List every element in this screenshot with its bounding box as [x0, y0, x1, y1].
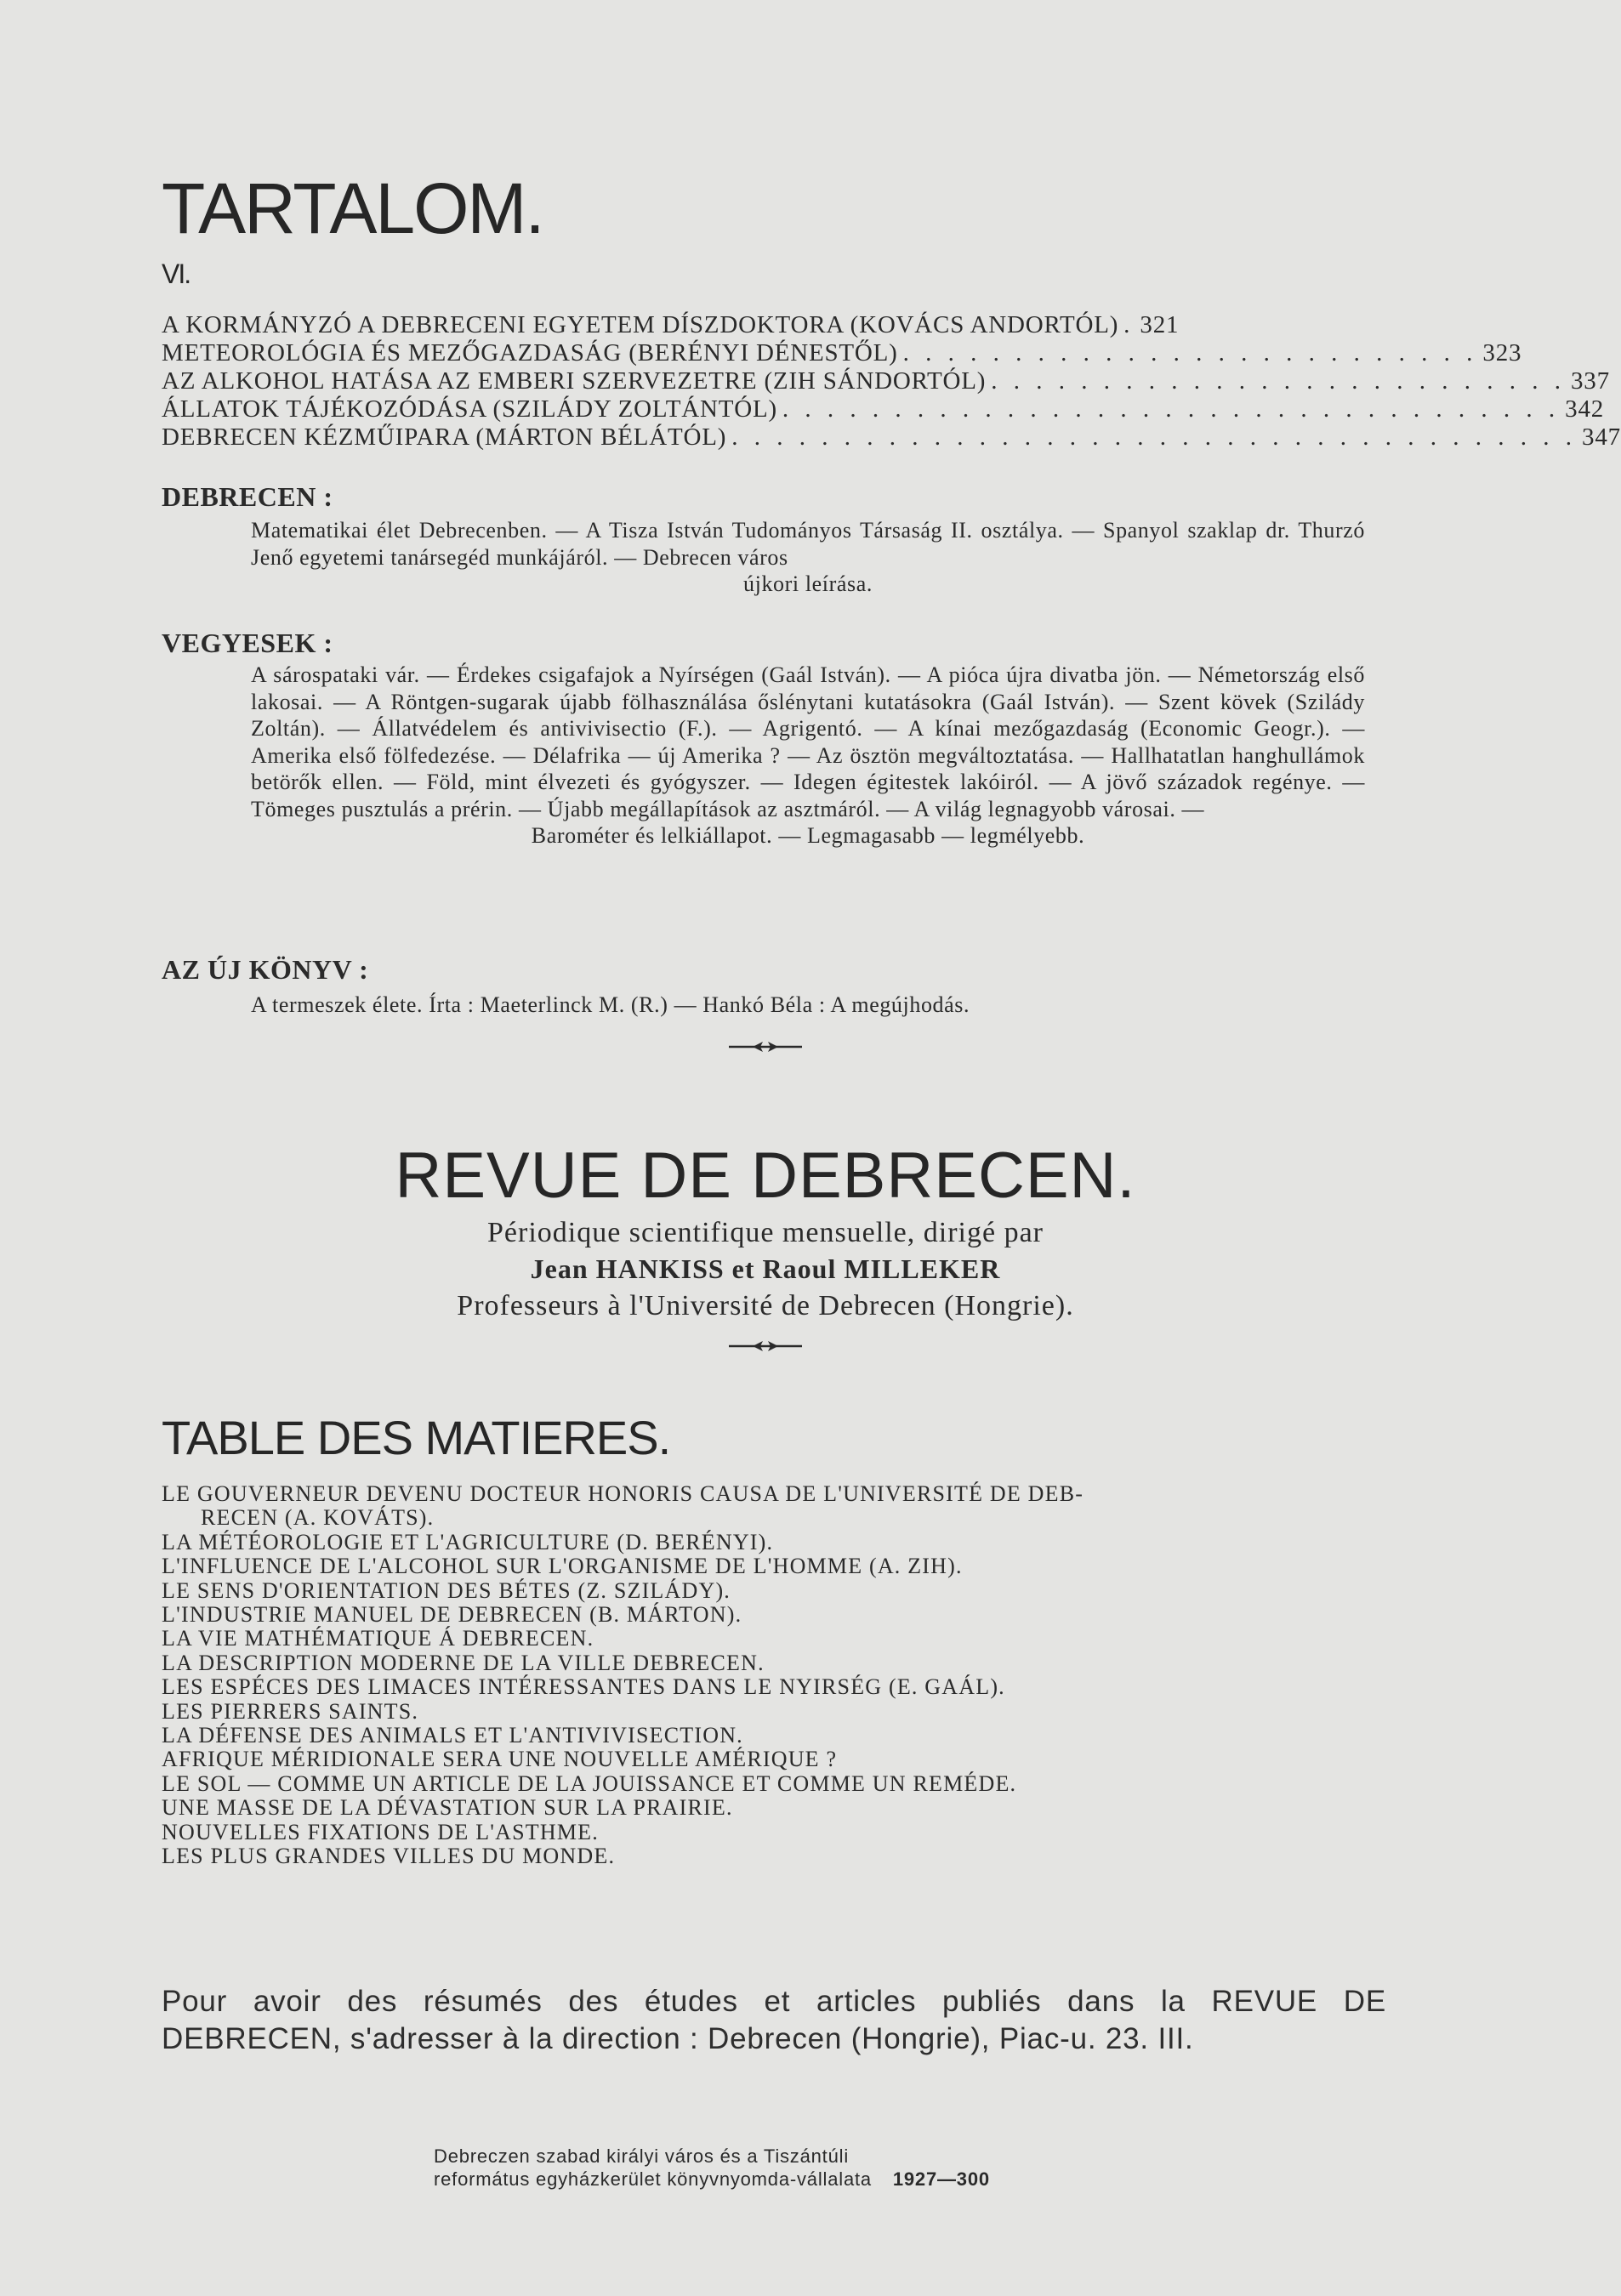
table-des-matieres-list [162, 1482, 1395, 1869]
toc-entry-title: AZ ALKOHOL HATÁSA AZ EMBERI SZERVEZETRE (ZIH SÁNDORTÓL) [162, 367, 987, 395]
contact-paragraph [162, 1983, 1386, 2058]
list-item: LA VIE MATHÉMATIQUE Á DEBRECEN. [162, 1626, 594, 1651]
imprint-line-1: Debreczen szabad királyi város és a Tiszántúli [434, 2145, 850, 2167]
toc-entry-title: A KORMÁNYZÓ A DEBRECENI EGYETEM DÍSZDOKTORA (KOVÁCS ANDORTÓL) [162, 311, 1119, 338]
list-item: LES PIERRERS SAINTS. [162, 1698, 419, 1724]
toc-leader-dots: . . . . . . . . . . . . . . . . . . . . . . . . . . . . . . . . . . . . . . [731, 423, 1578, 451]
list-item: LE SOL — COMME UN ARTICLE DE LA JOUISSANCE ET COMME UN REMÉDE. [162, 1770, 1017, 1796]
section-label-vegyesek: VEGYESEK : [162, 628, 333, 658]
contact-line-1: Pour avoir des résumés des études et articles publiés dans la REVUE DE [162, 1985, 1386, 2018]
section-text-debrecen-body: Matematikai élet Debrecenben. — A Tisza István Tudományos Társaság II. osztálya. — Spanyol szaklap dr. Thurzó Jenő egyetemi tanársegéd munkájáról. — Debrecen város [251, 518, 1365, 570]
ornament-divider-icon [727, 1340, 804, 1352]
toc-list [162, 311, 1621, 452]
list-item: LA DÉFENSE DES ANIMALS ET L'ANTIVIVISECTION. [162, 1723, 743, 1748]
toc-entry [162, 395, 1605, 423]
toc-entry [162, 423, 1621, 452]
list-item: LA MÉTÉOROLOGIE ET L'AGRICULTURE (D. BERÉNYI). [162, 1529, 774, 1554]
list-item: LE GOUVERNEUR DEVENU DOCTEUR HONORIS CAUSA DE L'UNIVERSITÉ DE DEB- [162, 1481, 1084, 1506]
imprint-line-2: református egyházkerület könyvnyomda-vállalata [434, 2168, 872, 2190]
toc-entry-page: 323 [1482, 339, 1522, 367]
list-item: AFRIQUE MÉRIDIONALE SERA UNE NOUVELLE AMÉRIQUE ? [162, 1747, 838, 1772]
toc-entry-page: 337 [1570, 367, 1610, 395]
tartalom-title: TARTALOM. [162, 168, 543, 248]
section-text-debrecen [251, 517, 1365, 598]
section-text-debrecen-last: újkori leírása. [743, 571, 873, 596]
list-item: L'INDUSTRIE MANUEL DE DEBRECEN (B. MÁRTON). [162, 1602, 742, 1628]
list-item: LES PLUS GRANDES VILLES DU MONDE. [162, 1844, 616, 1869]
contact-line-2: DEBRECEN, s'adresser à la direction : Debrecen (Hongrie), Piac-u. 23. III. [162, 2022, 1194, 2055]
revue-affiliation: Professeurs à l'Université de Debrecen (Hongrie). [457, 1290, 1074, 1321]
toc-leader-dots: . . . . . . . . . . . . . . . . . . . . . . . . . . [902, 339, 1478, 367]
printer-imprint [434, 2145, 990, 2191]
toc-leader-dots: . [1123, 311, 1135, 338]
list-item: NOUVELLES FIXATIONS DE L'ASTHME. [162, 1819, 599, 1844]
imprint-print-number: 1927—300 [892, 2168, 990, 2190]
toc-leader-dots: . . . . . . . . . . . . . . . . . . . . . . . . . . . . . . . . . . . [782, 395, 1561, 423]
table-des-matieres-title: TABLE DES MATIERES. [162, 1411, 671, 1464]
section-text-vegyesek [251, 662, 1365, 850]
ornament-divider-icon [727, 1041, 804, 1053]
toc-entry-page: 347 [1582, 423, 1621, 451]
list-item: L'INFLUENCE DE L'ALCOHOL SUR L'ORGANISME DE L'HOMME (A. ZIH). [162, 1554, 963, 1579]
revue-editors: Jean HANKISS et Raoul MILLEKER [530, 1253, 1001, 1284]
volume-number: VI. [162, 259, 191, 289]
toc-entry [162, 339, 1522, 367]
section-label-debrecen: DEBRECEN : [162, 481, 333, 512]
section-label-konyv: AZ ÚJ KÖNYV : [162, 954, 369, 985]
revue-subtitle: Périodique scientifique mensuelle, dirigé par [487, 1217, 1044, 1248]
toc-entry [162, 311, 1386, 339]
section-text-vegyesek-last: Barométer és lelkiállapot. — Legmagasabb — legmélyebb. [531, 823, 1085, 848]
toc-entry [162, 367, 1610, 395]
section-text-vegyesek-body: A sárospataki vár. — Érdekes csigafajok a Nyírségen (Gaál István). — A pióca újra divatba jön. — Németország első lakosai. — A Röntgen-sugarak újabb fölhasználása őslénytani kutatásokra (Gaál István). — Szent kövek (Szilády Zoltán). — Állatvédelem és antivivisectio (F.). — Agrigentó. — A kínai mezőgazdaság (Economic Geogr.). — Amerika első fölfedezése. — Délafrika — új Amerika ? — Az ösztön megváltoztatása. — Hallhatatlan hanghullámok betörők ellen. — Föld, mint élvezeti és gyógyszer. — Idegen égitestek lakóiról. — A jövő századok regénye. — Tömeges pusztulás a prérin. — Újabb megállapítások az asztmáról. — A világ legnagyobb városai. — [251, 662, 1365, 821]
section-text-konyv: A termeszek élete. Írta : Maeterlinck M. (R.) — Hankó Béla : A megújhodás. [251, 992, 970, 1017]
list-item: RECEN (A. KOVÁTS). [201, 1505, 435, 1531]
toc-entry-title: ÁLLATOK TÁJÉKOZÓDÁSA (SZILÁDY ZOLTÁNTÓL) [162, 395, 777, 423]
toc-entry-title: METEOROLÓGIA ÉS MEZŐGAZDASÁG (BERÉNYI DÉNESTŐL) [162, 339, 898, 367]
revue-title: REVUE DE DEBRECEN. [395, 1139, 1136, 1212]
toc-leader-dots: . . . . . . . . . . . . . . . . . . . . . . . . . . [991, 367, 1566, 395]
toc-entry-page: 342 [1565, 395, 1605, 423]
list-item: UNE MASSE DE LA DÉVASTATION SUR LA PRAIRIE. [162, 1795, 733, 1821]
list-item: LA DESCRIPTION MODERNE DE LA VILLE DEBRECEN. [162, 1650, 765, 1675]
toc-entry-page: 321 [1140, 311, 1180, 338]
list-item: LES ESPÉCES DES LIMACES INTÉRESSANTES DANS LE NYIRSÉG (E. GAÁL). [162, 1674, 1005, 1700]
list-item: LE SENS D'ORIENTATION DES BÉTES (Z. SZILÁDY). [162, 1577, 731, 1603]
toc-entry-title: DEBRECEN KÉZMŰIPARA (MÁRTON BÉLÁTÓL) [162, 423, 727, 451]
